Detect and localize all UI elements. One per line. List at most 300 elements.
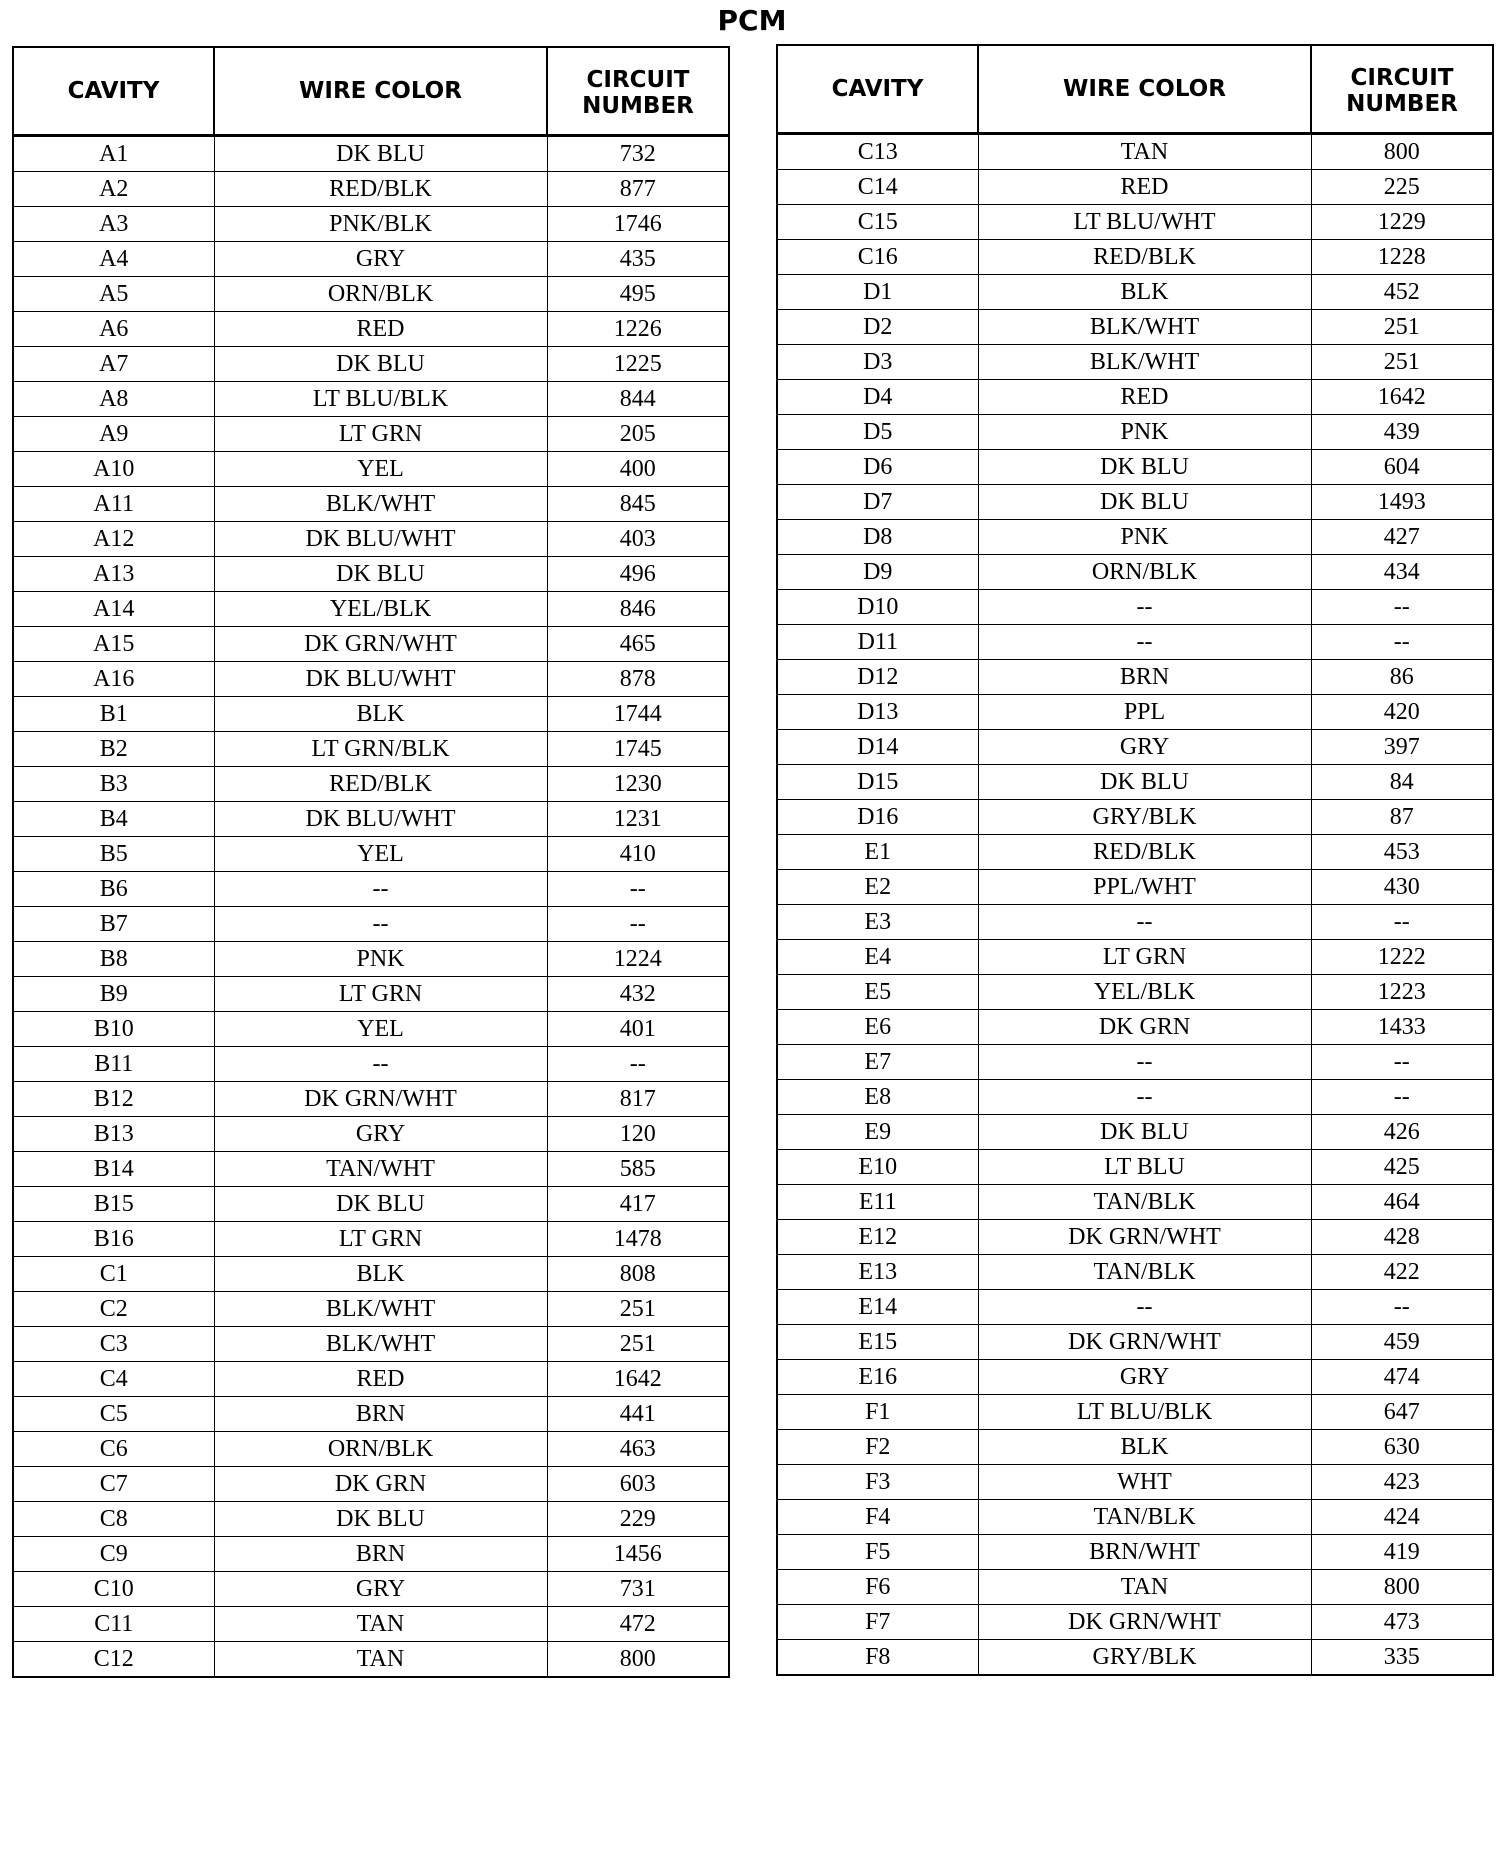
circuit-number-cell: 1230 — [547, 767, 729, 802]
cavity-cell: A15 — [13, 627, 214, 662]
table-row — [777, 1115, 1493, 1150]
circuit-number-cell: -- — [1311, 625, 1493, 660]
table-row — [777, 1360, 1493, 1395]
cavity-cell: C12 — [13, 1642, 214, 1678]
circuit-number-cell: 452 — [1311, 275, 1493, 310]
table-row — [13, 1292, 729, 1327]
wire-color-cell: TAN/BLK — [978, 1255, 1311, 1290]
cavity-cell: E5 — [777, 975, 978, 1010]
circuit-number-cell: 630 — [1311, 1430, 1493, 1465]
table-row — [777, 870, 1493, 905]
cavity-cell: E8 — [777, 1080, 978, 1115]
cavity-cell: E10 — [777, 1150, 978, 1185]
cavity-cell: D9 — [777, 555, 978, 590]
cavity-cell: D8 — [777, 520, 978, 555]
table-row — [13, 662, 729, 697]
cavity-cell: A8 — [13, 382, 214, 417]
wire-color-cell: DK GRN/WHT — [214, 1082, 547, 1117]
table-row — [13, 1362, 729, 1397]
wire-color-cell: BRN/WHT — [978, 1535, 1311, 1570]
wire-color-cell: YEL/BLK — [214, 592, 547, 627]
table-row — [13, 697, 729, 732]
circuit-number-cell: 400 — [547, 452, 729, 487]
wire-color-cell: RED — [978, 380, 1311, 415]
table-row — [777, 555, 1493, 590]
wire-color-cell: BLK/WHT — [978, 345, 1311, 380]
table-row — [13, 1222, 729, 1257]
cavity-cell: F7 — [777, 1605, 978, 1640]
table-row — [777, 520, 1493, 555]
circuit-number-cell: 472 — [547, 1607, 729, 1642]
table-row — [777, 1220, 1493, 1255]
table-row — [13, 347, 729, 382]
circuit-number-cell: 420 — [1311, 695, 1493, 730]
cavity-cell: D11 — [777, 625, 978, 660]
wire-color-cell: WHT — [978, 1465, 1311, 1500]
table-row — [777, 975, 1493, 1010]
wire-color-cell: DK BLU — [978, 1115, 1311, 1150]
circuit-number-cell: 419 — [1311, 1535, 1493, 1570]
table-row — [777, 1500, 1493, 1535]
wire-color-cell: BRN — [214, 1537, 547, 1572]
circuit-number-cell: 1223 — [1311, 975, 1493, 1010]
cavity-cell: D4 — [777, 380, 978, 415]
table-row — [13, 907, 729, 942]
cavity-cell: C10 — [13, 1572, 214, 1607]
circuit-number-cell: 800 — [1311, 1570, 1493, 1605]
wire-color-cell: DK GRN/WHT — [978, 1605, 1311, 1640]
wire-color-header: WIRE COLOR — [978, 45, 1311, 134]
circuit-number-cell: 495 — [547, 277, 729, 312]
circuit-number-cell: 603 — [547, 1467, 729, 1502]
cavity-cell: A2 — [13, 172, 214, 207]
table-row — [777, 660, 1493, 695]
circuit-number-cell: 251 — [1311, 310, 1493, 345]
cavity-cell: A12 — [13, 522, 214, 557]
wire-color-cell: GRY/BLK — [978, 800, 1311, 835]
pin-table-left — [12, 46, 730, 1678]
cavity-cell: C9 — [13, 1537, 214, 1572]
table-row — [13, 872, 729, 907]
table-row — [777, 1430, 1493, 1465]
wire-color-cell: DK BLU/WHT — [214, 802, 547, 837]
wire-color-cell: DK GRN/WHT — [978, 1325, 1311, 1360]
table-row — [777, 485, 1493, 520]
cavity-cell: D16 — [777, 800, 978, 835]
table-row — [777, 695, 1493, 730]
wire-color-cell: BRN — [214, 1397, 547, 1432]
wire-color-cell: PNK — [978, 415, 1311, 450]
circuit-number-cell: -- — [1311, 1080, 1493, 1115]
table-row — [13, 837, 729, 872]
circuit-number-cell: 473 — [1311, 1605, 1493, 1640]
cavity-cell: B5 — [13, 837, 214, 872]
table-row — [13, 1047, 729, 1082]
wire-color-cell: BRN — [978, 660, 1311, 695]
cavity-cell: C6 — [13, 1432, 214, 1467]
wire-color-cell: RED/BLK — [978, 835, 1311, 870]
circuit-header-line2: NUMBER — [582, 93, 694, 119]
cavity-cell: C1 — [13, 1257, 214, 1292]
wire-color-cell: LT BLU — [978, 1150, 1311, 1185]
wire-color-cell: PPL — [978, 695, 1311, 730]
circuit-number-cell: 1225 — [547, 347, 729, 382]
wire-color-cell: TAN — [214, 1607, 547, 1642]
circuit-number-cell: 732 — [547, 136, 729, 172]
circuit-number-cell: 464 — [1311, 1185, 1493, 1220]
table-row — [777, 205, 1493, 240]
table-row — [13, 382, 729, 417]
wire-color-cell: ORN/BLK — [214, 1432, 547, 1467]
cavity-cell: D12 — [777, 660, 978, 695]
cavity-cell: B16 — [13, 1222, 214, 1257]
table-row — [13, 172, 729, 207]
wire-color-cell: RED/BLK — [214, 172, 547, 207]
table-row — [777, 450, 1493, 485]
table-row — [13, 1082, 729, 1117]
table-row — [777, 1640, 1493, 1676]
wire-color-cell: -- — [214, 907, 547, 942]
cavity-cell: D1 — [777, 275, 978, 310]
wire-color-cell: RED/BLK — [214, 767, 547, 802]
wire-color-cell: BLK — [214, 1257, 547, 1292]
cavity-cell: F8 — [777, 1640, 978, 1676]
cavity-cell: A14 — [13, 592, 214, 627]
wire-color-cell: -- — [978, 1045, 1311, 1080]
wire-color-cell: -- — [978, 1290, 1311, 1325]
wire-color-cell: DK BLU/WHT — [214, 522, 547, 557]
circuit-number-cell: -- — [547, 1047, 729, 1082]
wire-color-cell: -- — [978, 1080, 1311, 1115]
wire-color-cell: DK BLU — [214, 557, 547, 592]
table-row — [13, 1187, 729, 1222]
circuit-number-cell: 1744 — [547, 697, 729, 732]
table-row — [777, 590, 1493, 625]
circuit-number-cell: 1224 — [547, 942, 729, 977]
table-row — [13, 522, 729, 557]
cavity-cell: F3 — [777, 1465, 978, 1500]
cavity-cell: C5 — [13, 1397, 214, 1432]
cavity-cell: D6 — [777, 450, 978, 485]
circuit-number-cell: 335 — [1311, 1640, 1493, 1676]
circuit-number-cell: 424 — [1311, 1500, 1493, 1535]
wire-color-cell: BLK — [978, 1430, 1311, 1465]
cavity-cell: A5 — [13, 277, 214, 312]
cavity-cell: C3 — [13, 1327, 214, 1362]
table-row — [13, 452, 729, 487]
cavity-header: CAVITY — [13, 47, 214, 136]
circuit-number-cell: 251 — [547, 1327, 729, 1362]
table-row — [777, 134, 1493, 170]
circuit-number-cell: 229 — [547, 1502, 729, 1537]
circuit-number-cell: 427 — [1311, 520, 1493, 555]
table-row — [777, 310, 1493, 345]
circuit-number-cell: 585 — [547, 1152, 729, 1187]
cavity-cell: A11 — [13, 487, 214, 522]
cavity-cell: E7 — [777, 1045, 978, 1080]
cavity-cell: B2 — [13, 732, 214, 767]
table-row — [13, 592, 729, 627]
table-row — [13, 1432, 729, 1467]
wire-color-cell: PNK — [214, 942, 547, 977]
circuit-number-cell: 1642 — [547, 1362, 729, 1397]
circuit-header-line1: CIRCUIT — [1350, 65, 1454, 91]
cavity-cell: B9 — [13, 977, 214, 1012]
table-row — [777, 1570, 1493, 1605]
cavity-cell: A1 — [13, 136, 214, 172]
cavity-cell: D13 — [777, 695, 978, 730]
circuit-number-header — [547, 47, 729, 136]
circuit-number-cell: 647 — [1311, 1395, 1493, 1430]
table-row — [13, 136, 729, 172]
table-row — [13, 1257, 729, 1292]
wire-color-cell: RED — [214, 312, 547, 347]
wire-color-cell: YEL — [214, 452, 547, 487]
table-header-row — [13, 47, 729, 136]
wire-color-cell: RED — [214, 1362, 547, 1397]
table-row — [777, 415, 1493, 450]
cavity-cell: C15 — [777, 205, 978, 240]
table-row — [777, 625, 1493, 660]
wire-color-cell: PNK/BLK — [214, 207, 547, 242]
table-row — [777, 800, 1493, 835]
table-row — [777, 1010, 1493, 1045]
cavity-cell: C11 — [13, 1607, 214, 1642]
wire-color-cell: YEL/BLK — [978, 975, 1311, 1010]
table-row — [13, 1012, 729, 1047]
cavity-cell: C4 — [13, 1362, 214, 1397]
circuit-number-cell: 225 — [1311, 170, 1493, 205]
cavity-cell: C8 — [13, 1502, 214, 1537]
circuit-number-cell: 430 — [1311, 870, 1493, 905]
circuit-number-cell: 86 — [1311, 660, 1493, 695]
wire-color-cell: DK GRN/WHT — [214, 627, 547, 662]
circuit-header-line2: NUMBER — [1346, 91, 1458, 117]
circuit-number-cell: 439 — [1311, 415, 1493, 450]
circuit-number-cell: 397 — [1311, 730, 1493, 765]
circuit-number-cell: 434 — [1311, 555, 1493, 590]
wire-color-cell: GRY — [978, 730, 1311, 765]
circuit-number-cell: -- — [547, 872, 729, 907]
table-row — [13, 487, 729, 522]
cavity-cell: B10 — [13, 1012, 214, 1047]
cavity-cell: B1 — [13, 697, 214, 732]
wire-color-cell: TAN/BLK — [978, 1185, 1311, 1220]
wire-color-cell: -- — [214, 872, 547, 907]
circuit-number-cell: 1745 — [547, 732, 729, 767]
cavity-cell: A3 — [13, 207, 214, 242]
wire-color-cell: BLK — [214, 697, 547, 732]
wire-color-cell: DK GRN/WHT — [978, 1220, 1311, 1255]
table-row — [777, 1395, 1493, 1430]
cavity-cell: E16 — [777, 1360, 978, 1395]
wire-color-header: WIRE COLOR — [214, 47, 547, 136]
cavity-cell: A4 — [13, 242, 214, 277]
wire-color-cell: TAN/BLK — [978, 1500, 1311, 1535]
wire-color-cell: DK GRN — [978, 1010, 1311, 1045]
wire-color-cell: DK BLU — [978, 450, 1311, 485]
table-row — [13, 1537, 729, 1572]
wire-color-cell: GRY/BLK — [978, 1640, 1311, 1676]
table-row — [777, 940, 1493, 975]
table-row — [13, 977, 729, 1012]
wire-color-cell: -- — [214, 1047, 547, 1082]
wire-color-cell: LT GRN — [214, 977, 547, 1012]
table-row — [777, 765, 1493, 800]
circuit-number-cell: 453 — [1311, 835, 1493, 870]
cavity-cell: E1 — [777, 835, 978, 870]
cavity-cell: E13 — [777, 1255, 978, 1290]
wire-color-cell: LT BLU/WHT — [978, 205, 1311, 240]
circuit-number-cell: 800 — [547, 1642, 729, 1678]
wire-color-cell: GRY — [214, 1117, 547, 1152]
table-row — [13, 277, 729, 312]
wire-color-cell: ORN/BLK — [214, 277, 547, 312]
wire-color-cell: LT GRN — [214, 1222, 547, 1257]
pin-table-right-body — [777, 134, 1493, 1676]
cavity-cell: E15 — [777, 1325, 978, 1360]
cavity-cell: E6 — [777, 1010, 978, 1045]
table-row — [777, 1045, 1493, 1080]
cavity-cell: A6 — [13, 312, 214, 347]
circuit-number-cell: 465 — [547, 627, 729, 662]
circuit-number-cell: 410 — [547, 837, 729, 872]
cavity-cell: B3 — [13, 767, 214, 802]
cavity-cell: F6 — [777, 1570, 978, 1605]
wire-color-cell: DK BLU — [978, 765, 1311, 800]
circuit-number-cell: 251 — [1311, 345, 1493, 380]
table-row — [777, 1465, 1493, 1500]
wire-color-cell: BLK/WHT — [214, 487, 547, 522]
circuit-number-cell: 1642 — [1311, 380, 1493, 415]
cavity-cell: A9 — [13, 417, 214, 452]
circuit-number-cell: 878 — [547, 662, 729, 697]
wire-color-cell: -- — [978, 625, 1311, 660]
circuit-number-cell: 1231 — [547, 802, 729, 837]
circuit-number-cell: 1226 — [547, 312, 729, 347]
cavity-cell: E12 — [777, 1220, 978, 1255]
circuit-number-cell: 251 — [547, 1292, 729, 1327]
wire-color-cell: TAN/WHT — [214, 1152, 547, 1187]
circuit-number-cell: 817 — [547, 1082, 729, 1117]
table-row — [777, 1535, 1493, 1570]
table-row — [777, 1255, 1493, 1290]
cavity-cell: E11 — [777, 1185, 978, 1220]
cavity-cell: B7 — [13, 907, 214, 942]
circuit-number-cell: 1222 — [1311, 940, 1493, 975]
circuit-number-cell: 463 — [547, 1432, 729, 1467]
wire-color-cell: YEL — [214, 1012, 547, 1047]
circuit-number-cell: 604 — [1311, 450, 1493, 485]
table-row — [777, 1290, 1493, 1325]
table-row — [13, 1397, 729, 1432]
cavity-cell: D3 — [777, 345, 978, 380]
wire-color-cell: DK GRN — [214, 1467, 547, 1502]
cavity-cell: E2 — [777, 870, 978, 905]
circuit-number-cell: 428 — [1311, 1220, 1493, 1255]
cavity-cell: B4 — [13, 802, 214, 837]
cavity-cell: D2 — [777, 310, 978, 345]
circuit-number-cell: 877 — [547, 172, 729, 207]
table-row — [13, 312, 729, 347]
cavity-cell: B15 — [13, 1187, 214, 1222]
wire-color-cell: LT GRN/BLK — [214, 732, 547, 767]
wire-color-cell: LT BLU/BLK — [214, 382, 547, 417]
cavity-cell: C2 — [13, 1292, 214, 1327]
cavity-cell: A10 — [13, 452, 214, 487]
cavity-cell: D15 — [777, 765, 978, 800]
circuit-number-cell: 422 — [1311, 1255, 1493, 1290]
cavity-cell: E14 — [777, 1290, 978, 1325]
wire-color-cell: YEL — [214, 837, 547, 872]
wire-color-cell: -- — [978, 590, 1311, 625]
table-row — [777, 275, 1493, 310]
circuit-number-cell: 426 — [1311, 1115, 1493, 1150]
cavity-cell: F4 — [777, 1500, 978, 1535]
wire-color-cell: BLK/WHT — [214, 1292, 547, 1327]
wire-color-cell: DK BLU — [978, 485, 1311, 520]
circuit-number-cell: -- — [1311, 1290, 1493, 1325]
circuit-number-cell: 1478 — [547, 1222, 729, 1257]
page-title: PCM — [717, 4, 787, 37]
cavity-cell: B14 — [13, 1152, 214, 1187]
table-row — [13, 1607, 729, 1642]
cavity-cell: A16 — [13, 662, 214, 697]
cavity-cell: D5 — [777, 415, 978, 450]
table-row — [13, 1152, 729, 1187]
table-row — [13, 767, 729, 802]
wire-color-cell: GRY — [214, 1572, 547, 1607]
circuit-number-cell: 84 — [1311, 765, 1493, 800]
wire-color-cell: LT GRN — [978, 940, 1311, 975]
cavity-cell: A13 — [13, 557, 214, 592]
table-header-row — [777, 45, 1493, 134]
cavity-cell: B13 — [13, 1117, 214, 1152]
circuit-number-cell: 417 — [547, 1187, 729, 1222]
wire-color-cell: LT GRN — [214, 417, 547, 452]
table-row — [777, 1605, 1493, 1640]
cavity-cell: E9 — [777, 1115, 978, 1150]
circuit-header-line1: CIRCUIT — [586, 67, 690, 93]
circuit-number-cell: 403 — [547, 522, 729, 557]
circuit-number-cell: 425 — [1311, 1150, 1493, 1185]
cavity-cell: B12 — [13, 1082, 214, 1117]
wire-color-cell: DK BLU — [214, 1502, 547, 1537]
circuit-number-cell: -- — [1311, 590, 1493, 625]
table-row — [13, 242, 729, 277]
cavity-cell: C7 — [13, 1467, 214, 1502]
wire-color-cell: RED/BLK — [978, 240, 1311, 275]
table-row — [13, 557, 729, 592]
circuit-number-cell: 423 — [1311, 1465, 1493, 1500]
wire-color-cell: GRY — [214, 242, 547, 277]
table-row — [13, 1467, 729, 1502]
table-row — [13, 1502, 729, 1537]
table-row — [13, 627, 729, 662]
wire-color-cell: BLK/WHT — [214, 1327, 547, 1362]
wire-color-cell: TAN — [214, 1642, 547, 1678]
circuit-number-cell: 800 — [1311, 134, 1493, 170]
circuit-number-cell: 435 — [547, 242, 729, 277]
cavity-cell: C13 — [777, 134, 978, 170]
wire-color-cell: GRY — [978, 1360, 1311, 1395]
circuit-number-cell: 846 — [547, 592, 729, 627]
wire-color-cell: PNK — [978, 520, 1311, 555]
table-row — [13, 942, 729, 977]
wire-color-cell: BLK — [978, 275, 1311, 310]
circuit-number-header — [1311, 45, 1493, 134]
cavity-cell: D7 — [777, 485, 978, 520]
